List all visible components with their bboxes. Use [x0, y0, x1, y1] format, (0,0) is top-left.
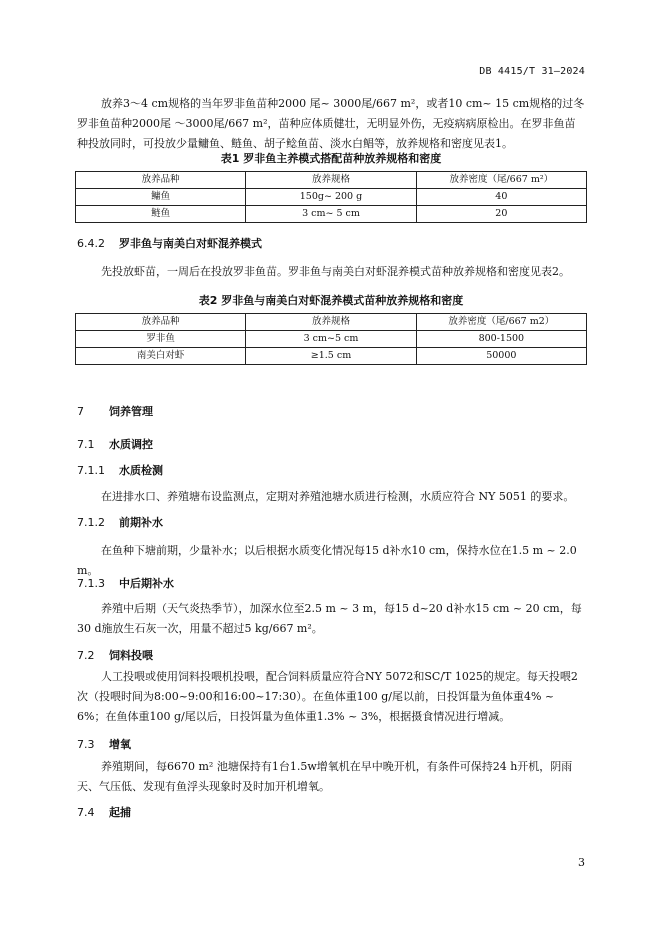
table-cell: 鳙鱼 — [76, 189, 246, 206]
header-cell: 放养规格 — [246, 172, 416, 189]
section-number: 7.4 — [77, 806, 95, 819]
document-code-header: DB 4415/T 31—2024 — [479, 66, 585, 77]
section-7-1-2-heading — [77, 514, 163, 530]
table-cell: 3 cm~ 5 cm — [246, 206, 416, 223]
section-7-heading — [77, 403, 153, 419]
section-number: 7.1.2 — [77, 516, 105, 529]
section-number: 7.1.1 — [77, 464, 105, 477]
section-title: 饲养管理 — [109, 405, 153, 418]
section-title: 饲料投喂 — [109, 649, 153, 662]
table-cell: 20 — [416, 206, 586, 223]
table-row — [76, 189, 587, 206]
section-number: 7 — [77, 405, 84, 418]
stocking-paragraph: 放养3～4 cm规格的当年罗非鱼苗种2000 尾~ 3000尾/667 m²，或者10 cm~ 15 cm规格的过冬罗非鱼苗种2000尾 ～3000尾/667 m²，苗种应体质健壮，无明显外伤，无疫病病原检出。在罗非鱼苗种投放同时，可投放少量鳙鱼、鲢鱼、胡子鲶鱼苗、淡水白鲳等，放养规格和密度见表1。 — [77, 97, 585, 150]
table-cell: ≥1.5 cm — [246, 348, 416, 365]
table-cell: 3 cm~5 cm — [246, 331, 416, 348]
section-number: 6.4.2 — [77, 237, 105, 250]
section-7-3-heading — [77, 736, 131, 752]
table-cell: 南美白对虾 — [76, 348, 246, 365]
section-number: 7.3 — [77, 738, 95, 751]
header-cell: 放养规格 — [246, 314, 416, 331]
section-7-1-1-heading — [77, 462, 163, 478]
section-number: 7.2 — [77, 649, 95, 662]
section-title: 起捕 — [109, 806, 131, 819]
section-7-4-heading — [77, 804, 131, 820]
section-title: 增氧 — [109, 738, 131, 751]
table-cell: 鲢鱼 — [76, 206, 246, 223]
section-title: 罗非鱼与南美白对虾混养模式 — [119, 237, 262, 250]
table1 — [75, 171, 587, 223]
table-header-row — [76, 314, 587, 331]
header-cell: 放养品种 — [76, 314, 246, 331]
header-cell: 放养品种 — [76, 172, 246, 189]
table-cell: 50000 — [416, 348, 586, 365]
water-testing-paragraph: 在进排水口、养殖塘布设监测点，定期对养殖池塘水质进行检测，水质应符合 NY 5051 的要求。 — [101, 490, 575, 503]
section-number: 7.1.3 — [77, 577, 105, 590]
section-number: 7.1 — [77, 438, 95, 451]
table-cell: 40 — [416, 189, 586, 206]
page-number: 3 — [578, 856, 585, 869]
table2-caption: 表2 罗非鱼与南美白对虾混养模式苗种放养规格和密度 — [198, 294, 464, 307]
table-header-row — [76, 172, 587, 189]
feeding-paragraph: 人工投喂或使用饲料投喂机投喂，配合饲料质量应符合NY 5072和SC/T 1025的规定。每天投喂2次（投喂时间为8:00~9:00和16:00~17:30）。在鱼体重100 g/尾以前，日投饵量为鱼体重4% ~ 6%；在鱼体重100 g/尾以后，日投饵量为鱼体重1.3% ~ 3%，根据摄食情况进行增减。 — [77, 670, 578, 723]
section-7-2-heading — [77, 647, 153, 663]
header-cell: 放养密度（尾/667 m²） — [416, 172, 586, 189]
header-cell: 放养密度（尾/667 m2） — [416, 314, 586, 331]
section-6-4-2-heading — [77, 235, 262, 251]
table-row — [76, 206, 587, 223]
section-title: 水质调控 — [109, 438, 153, 451]
section-title: 中后期补水 — [119, 577, 174, 590]
section-7-1-3-heading — [77, 575, 174, 591]
mixed-culture-paragraph: 先投放虾苗，一周后在投放罗非鱼苗。罗非鱼与南美白对虾混养模式苗种放养规格和密度见表2。 — [101, 265, 570, 278]
aeration-paragraph: 养殖期间，每6670 m² 池塘保持有1台1.5w增氧机在早中晚开机，有条件可保持24 h开机，阴雨天、气压低、发现有鱼浮头现象时及时加开机增氧。 — [77, 760, 573, 793]
table-row — [76, 331, 587, 348]
section-title: 前期补水 — [119, 516, 163, 529]
early-water-paragraph: 在鱼种下塘前期，少量补水；以后根据水质变化情况每15 d补水10 cm，保持水位在1.5 m ~ 2.0 m。 — [77, 544, 577, 577]
section-title: 水质检测 — [119, 464, 163, 477]
table-cell: 罗非鱼 — [76, 331, 246, 348]
late-water-paragraph: 养殖中后期（天气炎热季节），加深水位至2.5 m ~ 3 m，每15 d~20 d补水15 cm ~ 20 cm，每30 d施放生石灰一次，用量不超过5 kg/667 m²。 — [77, 602, 582, 635]
table-row — [76, 348, 587, 365]
table-cell: 150g~ 200 g — [246, 189, 416, 206]
table2 — [75, 313, 587, 365]
table-cell: 800-1500 — [416, 331, 586, 348]
table1-caption: 表1 罗非鱼主养模式搭配苗种放养规格和密度 — [220, 152, 442, 165]
section-7-1-heading — [77, 436, 153, 452]
